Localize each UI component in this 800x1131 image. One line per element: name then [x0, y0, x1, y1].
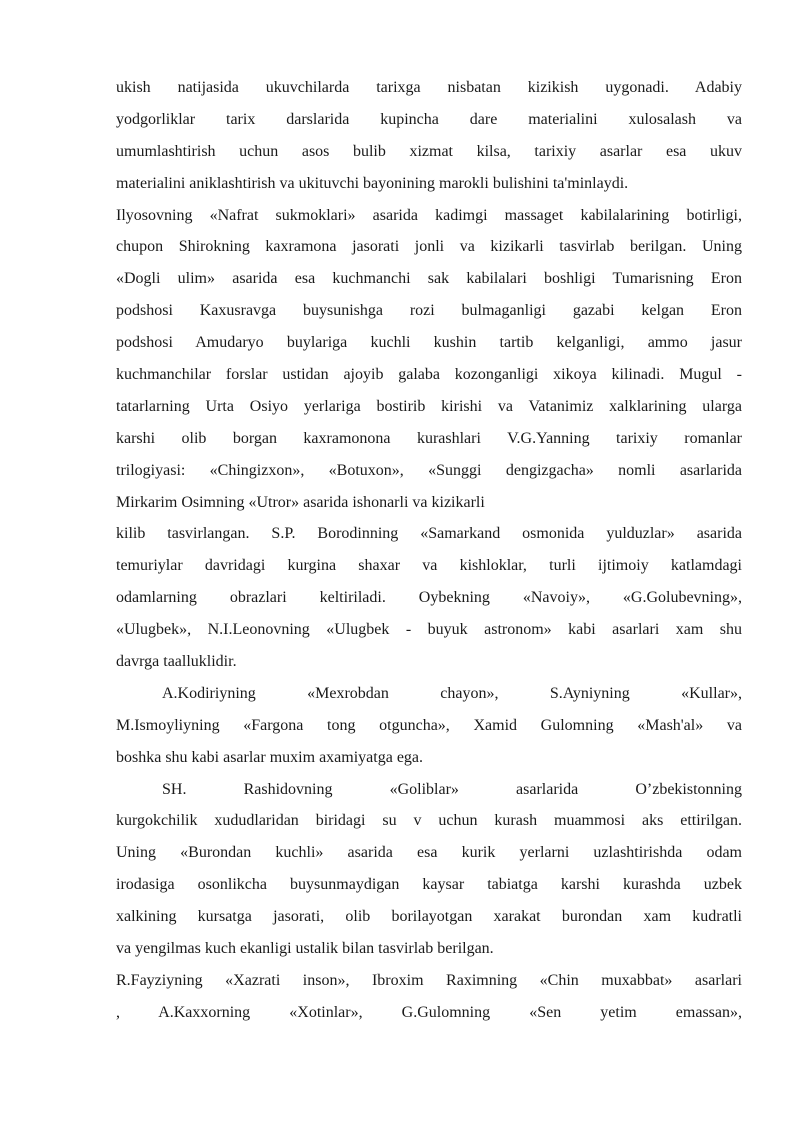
text-line: trilogiyasi: «Chingizxon», «Botuxon», «Sunggi dengizgacha» nomli asarlarida	[116, 461, 742, 479]
text-line: materialini aniklashtirish va ukituvchi bayonining marokli bulishini ta'minlaydi.	[116, 174, 629, 192]
text-line: Mirkarim Osimning «Utror» asarida ishonarli va kizikarli	[116, 493, 485, 511]
text-line: kurgokchilik xududlaridan biridagi su v uchun kurash muammosi aks ettirilgan.	[116, 812, 742, 830]
text-line: kuchmanchilar forslar ustidan ajoyib galaba kozonganligi xikoya kilinadi. Mugul -	[116, 366, 742, 384]
text-line: xalkining kursatga jasorati, olib borilayotgan xarakat burondan xam kudratli	[116, 908, 742, 926]
text-line: chupon Shirokning kaxramona jasorati jonli va kizikarli tasvirlab berilgan. Uning	[116, 238, 742, 256]
text-line: , A.Kaxxorning «Xotinlar», G.Gulomning «Sen yetim emassan»,	[116, 1003, 742, 1021]
text-line: R.Fayziyning «Xazrati inson», Ibroxim Raximning «Chin muxabbat» asarlari	[116, 971, 742, 989]
text-line: tatarlarning Urta Osiyo yerlariga bostirib kirishi va Vatanimiz xalklarining ularga	[116, 397, 742, 415]
text-line: Ilyosovning «Nafrat sukmoklari» asarida kadimgi massaget kabilalarining botirligi,	[116, 206, 742, 224]
text-line: odamlarning obrazlari keltiriladi. Oybekning «Navoiy», «G.Golubevning»,	[116, 589, 742, 607]
text-line: kilib tasvirlangan. S.P. Borodinning «Samarkand osmonida yulduzlar» asarida	[116, 525, 742, 543]
text-line: M.Ismoyliyning «Fargona tong otguncha», Xamid Gulomning «Mash'al» va	[116, 716, 742, 734]
text-line: karshi olib borgan kaxramonona kurashlari V.G.Yanning tarixiy romanlar	[116, 429, 742, 447]
text-line: va yengilmas kuch ekanligi ustalik bilan tasvirlab berilgan.	[116, 940, 494, 958]
text-line: irodasiga osonlikcha buysunmaydigan kaysar tabiatga karshi kurashda uzbek	[116, 876, 742, 894]
text-line: ukish natijasida ukuvchilarda tarixga nisbatan kizikish uygonadi. Adabiy	[116, 79, 742, 96]
text-line: umumlashtirish uchun asos bulib xizmat kilsa, tarixiy asarlar esa ukuv	[116, 142, 742, 160]
text-line: yodgorliklar tarix darslarida kupincha dare materialini xulosalash va	[116, 110, 742, 128]
text-line: boshka shu kabi asarlar muxim axamiyatga ega.	[116, 748, 424, 766]
text-line: SH. Rashidovning «Goliblar» asarlarida O’zbekistonning	[162, 780, 742, 798]
text-line: «Dogli ulim» asarida esa kuchmanchi sak kabilalari boshligi Tumarisning Eron	[116, 270, 742, 288]
text-line: davrga taalluklidir.	[116, 653, 237, 671]
text-line: temuriylar davridagi kurgina shaxar va kishloklar, turli ijtimoiy katlamdagi	[116, 557, 742, 575]
text-line: podshosi Kaxusravga buysunishga rozi bulmaganligi gazabi kelgan Eron	[116, 302, 742, 320]
text-line: Uning «Burondan kuchli» asarida esa kurik yerlarni uzlashtirishda odam	[116, 844, 742, 862]
text-line: «Ulugbek», N.I.Leonovning «Ulugbek - buyuk astronom» kabi asarlari xam shu	[116, 621, 742, 639]
document-page	[116, 72, 742, 1029]
text-line: A.Kodiriyning «Mexrobdan chayon», S.Ayniyning «Kullar»,	[162, 684, 742, 702]
text-line: podshosi Amudaryo buylariga kuchli kushin tartib kelganligi, ammo jasur	[116, 334, 742, 352]
